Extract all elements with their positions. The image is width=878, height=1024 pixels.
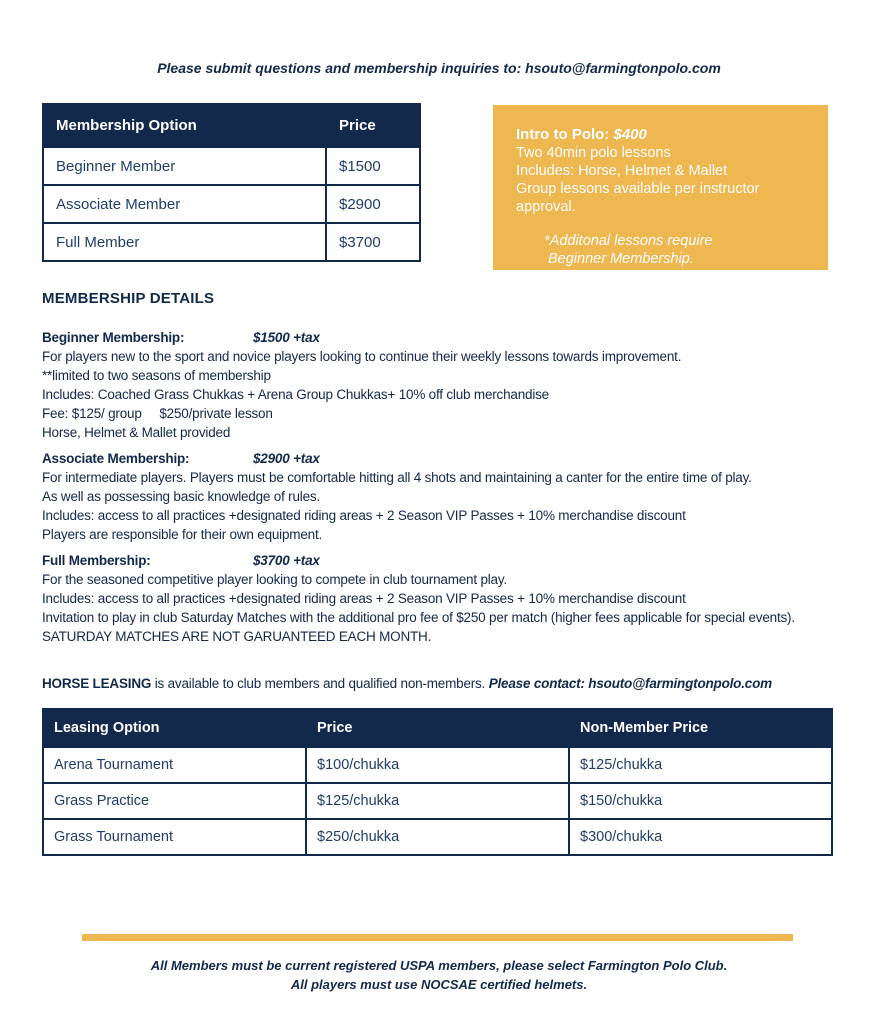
membership-price-header: Price [326,104,420,147]
intro-box-note-line: *Additonal lessons require [544,233,713,249]
section-line: Horse, Helmet & Mallet provided [42,425,231,440]
intro-box-line: Includes: Horse, Helmet & Mallet [516,163,728,179]
leasing-price-cell: $125/chukka [306,783,569,819]
table-row [43,783,832,819]
intro-box-title-label: Intro to Polo: [516,126,614,143]
membership-price-cell: $2900 [326,185,420,223]
associate-membership-section [42,449,836,544]
membership-price-cell: $1500 [326,147,420,185]
membership-details-section [42,289,836,653]
membership-price-cell: $3700 [326,223,420,261]
membership-option-header: Membership Option [43,104,326,147]
intro-box-title-price: $400 [613,126,647,143]
membership-table [42,103,421,262]
horse-leasing-contact: Please contact: hsouto@farmingtonpolo.com [488,676,772,691]
section-line: Fee: $125/ group $250/private lesson [42,406,273,421]
table-row [43,147,420,185]
section-title: Full Membership: [42,553,151,568]
section-line: Invitation to play in club Saturday Matches with the additional pro fee of $250 per match (higher fees applicable for special events). SATURDAY MATCHES ARE NOT GARUANTEED EACH MONTH. [42,610,799,644]
section-title-row [42,328,836,347]
leasing-option-cell: Arena Tournament [43,747,306,783]
section-line: As well as possessing basic knowledge of rules. [42,489,320,504]
intro-to-polo-box [493,105,828,270]
section-line: Includes: access to all practices +designated riding areas + 2 Season VIP Passes + 10% merchandise discount [42,508,686,523]
section-line: For players new to the sport and novice players looking to continue their weekly lessons towards improvement. [42,349,682,364]
membership-details-heading: MEMBERSHIP DETAILS [42,290,215,307]
inquiries-note: Please submit questions and membership inquiries to: hsouto@farmingtonpolo.com [157,60,721,76]
leasing-option-header: Leasing Option [43,709,306,747]
section-line: Includes: Coached Grass Chukkas + Arena Group Chukkas+ 10% off club merchandise [42,387,549,402]
horse-leasing-label: HORSE LEASING [42,676,152,691]
intro-box-line: Group lessons available per instructor approval. [516,181,760,215]
intro-box-line: Two 40min polo lessons [516,145,671,161]
table-row [43,223,420,261]
intro-box-note-line: Beginner Membership. [548,251,694,267]
table-row [43,747,832,783]
section-line: Players are responsible for their own equipment. [42,527,323,542]
leasing-nonmember-price-cell: $300/chukka [569,819,832,855]
leasing-option-cell: Grass Tournament [43,819,306,855]
section-title-row [42,551,836,570]
section-line: For intermediate players. Players must be comfortable hitting all 4 shots and maintaining a canter for the entire time of play. [42,470,752,485]
divider-bar [82,934,793,941]
leasing-option-cell: Grass Practice [43,783,306,819]
section-line: **limited to two seasons of membership [42,368,271,383]
leasing-nonmember-price-cell: $125/chukka [569,747,832,783]
footer-notes [0,956,878,994]
leasing-price-header: Price [306,709,569,747]
horse-leasing-text: is available to club members and qualified non-members. [151,676,489,691]
membership-option-cell: Beginner Member [43,147,326,185]
footer-line-helmets: All players must use NOCSAE certified helmets. [290,977,588,992]
section-price: $1500 +tax [253,330,320,345]
leasing-price-cell: $250/chukka [306,819,569,855]
section-price: $3700 +tax [253,553,320,568]
section-line: Includes: access to all practices +designated riding areas + 2 Season VIP Passes + 10% merchandise discount [42,591,686,606]
leasing-price-cell: $100/chukka [306,747,569,783]
section-title-row [42,449,836,468]
section-price: $2900 +tax [253,451,320,466]
intro-box-note [544,232,820,268]
leasing-nonmember-price-header: Non-Member Price [569,709,832,747]
section-title: Associate Membership: [42,451,190,466]
leasing-table-header-row [43,709,832,747]
section-line: For the seasoned competitive player looking to compete in club tournament play. [42,572,507,587]
horse-leasing-note [42,676,842,691]
full-membership-section [42,551,836,646]
membership-option-cell: Full Member [43,223,326,261]
membership-table-header-row [43,104,420,147]
membership-option-cell: Associate Member [43,185,326,223]
section-title: Beginner Membership: [42,330,185,345]
leasing-nonmember-price-cell: $150/chukka [569,783,832,819]
footer-line-uspa: All Members must be current registered USPA members, please select Farmington Polo Club. [150,958,728,973]
beginner-membership-section [42,328,836,442]
leasing-table [42,708,833,856]
table-row [43,819,832,855]
intro-box-title [516,126,820,144]
table-row [43,185,420,223]
